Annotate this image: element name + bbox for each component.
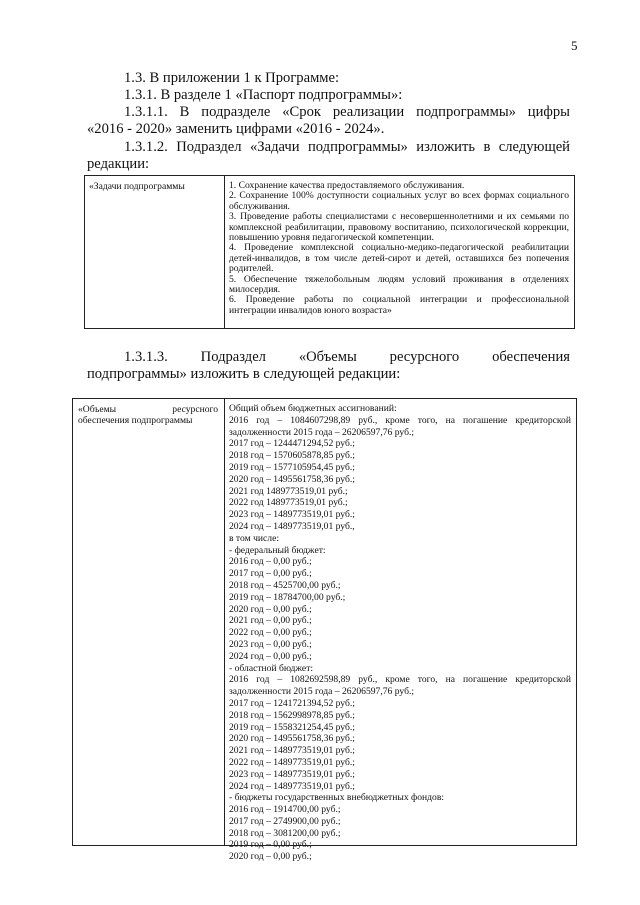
resources-table-content bbox=[229, 403, 571, 863]
table-line: родителей. bbox=[229, 263, 274, 275]
table-line: 4. Проведение комплексной социально-медико-педагогической реабилитации bbox=[229, 242, 569, 254]
table-line: 2023 год – 1489773519,01 руб.; bbox=[229, 768, 355, 780]
resources-table-divider bbox=[224, 399, 225, 845]
table-line: 2018 год – 4525700,00 руб.; bbox=[229, 579, 341, 591]
table-line: 2022 год – 1489773519,01 руб.; bbox=[229, 756, 355, 768]
table-line: 2024 год – 1489773519,01 руб.; bbox=[229, 780, 355, 792]
table-line: 2020 год – 1495561758,36 руб.; bbox=[229, 473, 355, 485]
table-line: 2023 год – 0,00 руб.; bbox=[229, 638, 312, 650]
table-line: 1. Сохранение качества предоставляемого обслуживания. bbox=[229, 180, 465, 191]
table-line: 6. Проведение работы по социальной интеграции и профессиональной bbox=[229, 294, 569, 306]
table-line: 2017 год – 1241721394,52 руб.; bbox=[229, 697, 355, 709]
table-line: 2020 год – 0,00 руб.; bbox=[229, 603, 312, 615]
page-number: 5 bbox=[571, 38, 578, 53]
section-1-3-1-2-line2: редакции: bbox=[87, 156, 150, 172]
table-line: интеграции инвалидов юного возраста» bbox=[229, 304, 392, 316]
table-line: 2021 год 1489773519,01 руб.; bbox=[229, 485, 348, 497]
table-line: 2018 год – 1570605878,85 руб.; bbox=[229, 450, 355, 462]
tasks-table-left-label: «Задачи подпрограммы bbox=[89, 181, 185, 192]
table-line: 2019 год – 18784700,00 руб.; bbox=[229, 591, 346, 603]
section-1-3-1-3-line1: 1.3.1.3. Подраздел «Объемы ресурсного обеспечения bbox=[124, 349, 570, 365]
table-line: детей-инвалидов, в том числе детей-сирот и детей, оставшихся без попечения bbox=[229, 252, 569, 264]
table-line: повышению уровня педагогической компетенции. bbox=[229, 232, 434, 244]
section-1-3-1-3-line2: подпрограммы» изложить в следующей редакции: bbox=[87, 366, 401, 382]
table-line: комплексной реабилитации, правовому воспитанию, психологической коррекции, bbox=[229, 221, 569, 233]
table-line: 2. Сохранение 100% доступности социальных услуг во всех формах социального bbox=[229, 190, 569, 202]
table-line: 2016 год – 0,00 руб.; bbox=[229, 556, 312, 568]
table-line: - бюджеты государственных внебюджетных фондов: bbox=[229, 792, 445, 804]
table-line: 2019 год – 1558321254,45 руб.; bbox=[229, 721, 355, 733]
table-line: 2016 год – 1084607298,89 руб., кроме того, на погашение кредиторской bbox=[229, 414, 571, 426]
table-line: 2024 год – 1489773519,01 руб., bbox=[229, 520, 355, 532]
section-1-3-1: 1.3.1. В разделе 1 «Паспорт подпрограммы»: bbox=[124, 87, 403, 103]
table-line: - областной бюджет: bbox=[229, 662, 314, 674]
table-line: задолженности 2015 года – 26206597,76 руб.; bbox=[229, 426, 415, 438]
table-line: 2021 год – 1489773519,01 руб.; bbox=[229, 745, 355, 757]
table-line: в том числе: bbox=[229, 532, 280, 544]
tasks-table-content bbox=[229, 181, 569, 316]
section-1-3-1-1-line1: 1.3.1.1. В подразделе «Срок реализации подпрограммы» цифры bbox=[124, 104, 570, 120]
table-line: 2023 год – 1489773519,01 руб.; bbox=[229, 509, 355, 521]
table-line: 2019 год – 0,00 руб.; bbox=[229, 839, 312, 851]
table-line: 2019 год – 1577105954,45 руб.; bbox=[229, 461, 355, 473]
table-line: 2016 год – 1082692598,89 руб., кроме того, на погашение кредиторской bbox=[229, 674, 571, 686]
table-line: задолженности 2015 года – 26206597,76 руб.; bbox=[229, 686, 415, 698]
table-line: 2017 год – 0,00 руб.; bbox=[229, 568, 312, 580]
table-line: Общий объем бюджетных ассигнований: bbox=[229, 403, 397, 414]
table-line: 5. Обеспечение тяжелобольным людям условий проживания в отделениях bbox=[229, 273, 569, 285]
resources-table-left-line2: обеспечения подпрограммы bbox=[78, 415, 193, 426]
table-line: 2016 год – 1914700,00 руб.; bbox=[229, 804, 341, 816]
table-line: 2022 год – 0,00 руб.; bbox=[229, 627, 312, 639]
table-line: 3. Проведение работы специалистами с несовершеннолетними и их семьями по bbox=[229, 211, 569, 223]
table-line: милосердия. bbox=[229, 284, 281, 296]
section-1-3-1-2-line1: 1.3.1.2. Подраздел «Задачи подпрограммы» изложить в следующей bbox=[124, 139, 570, 155]
table-line: обслуживания. bbox=[229, 200, 290, 212]
table-line: 2017 год – 2749900,00 руб.; bbox=[229, 815, 341, 827]
table-line: 2024 год – 0,00 руб.; bbox=[229, 650, 312, 662]
table-line: 2021 год – 0,00 руб.; bbox=[229, 615, 312, 627]
resources-table-left-line1: «Объемы ресурсного bbox=[78, 404, 218, 415]
table-line: - федеральный бюджет: bbox=[229, 544, 326, 556]
section-1-3: 1.3. В приложении 1 к Программе: bbox=[124, 70, 340, 86]
table-line: 2018 год – 3081200,00 руб.; bbox=[229, 827, 341, 839]
table-line: 2022 год 1489773519,01 руб.; bbox=[229, 497, 348, 509]
table-line: 2017 год – 1244471294,52 руб.; bbox=[229, 438, 355, 450]
table-line: 2020 год – 0,00 руб.; bbox=[229, 851, 312, 863]
tasks-table-divider bbox=[224, 176, 225, 328]
section-1-3-1-1-line2: «2016 - 2020» заменить цифрами «2016 - 2024». bbox=[87, 121, 385, 137]
table-line: 2018 год – 1562998978,85 руб.; bbox=[229, 709, 355, 721]
table-line: 2020 год – 1495561758,36 руб.; bbox=[229, 733, 355, 745]
